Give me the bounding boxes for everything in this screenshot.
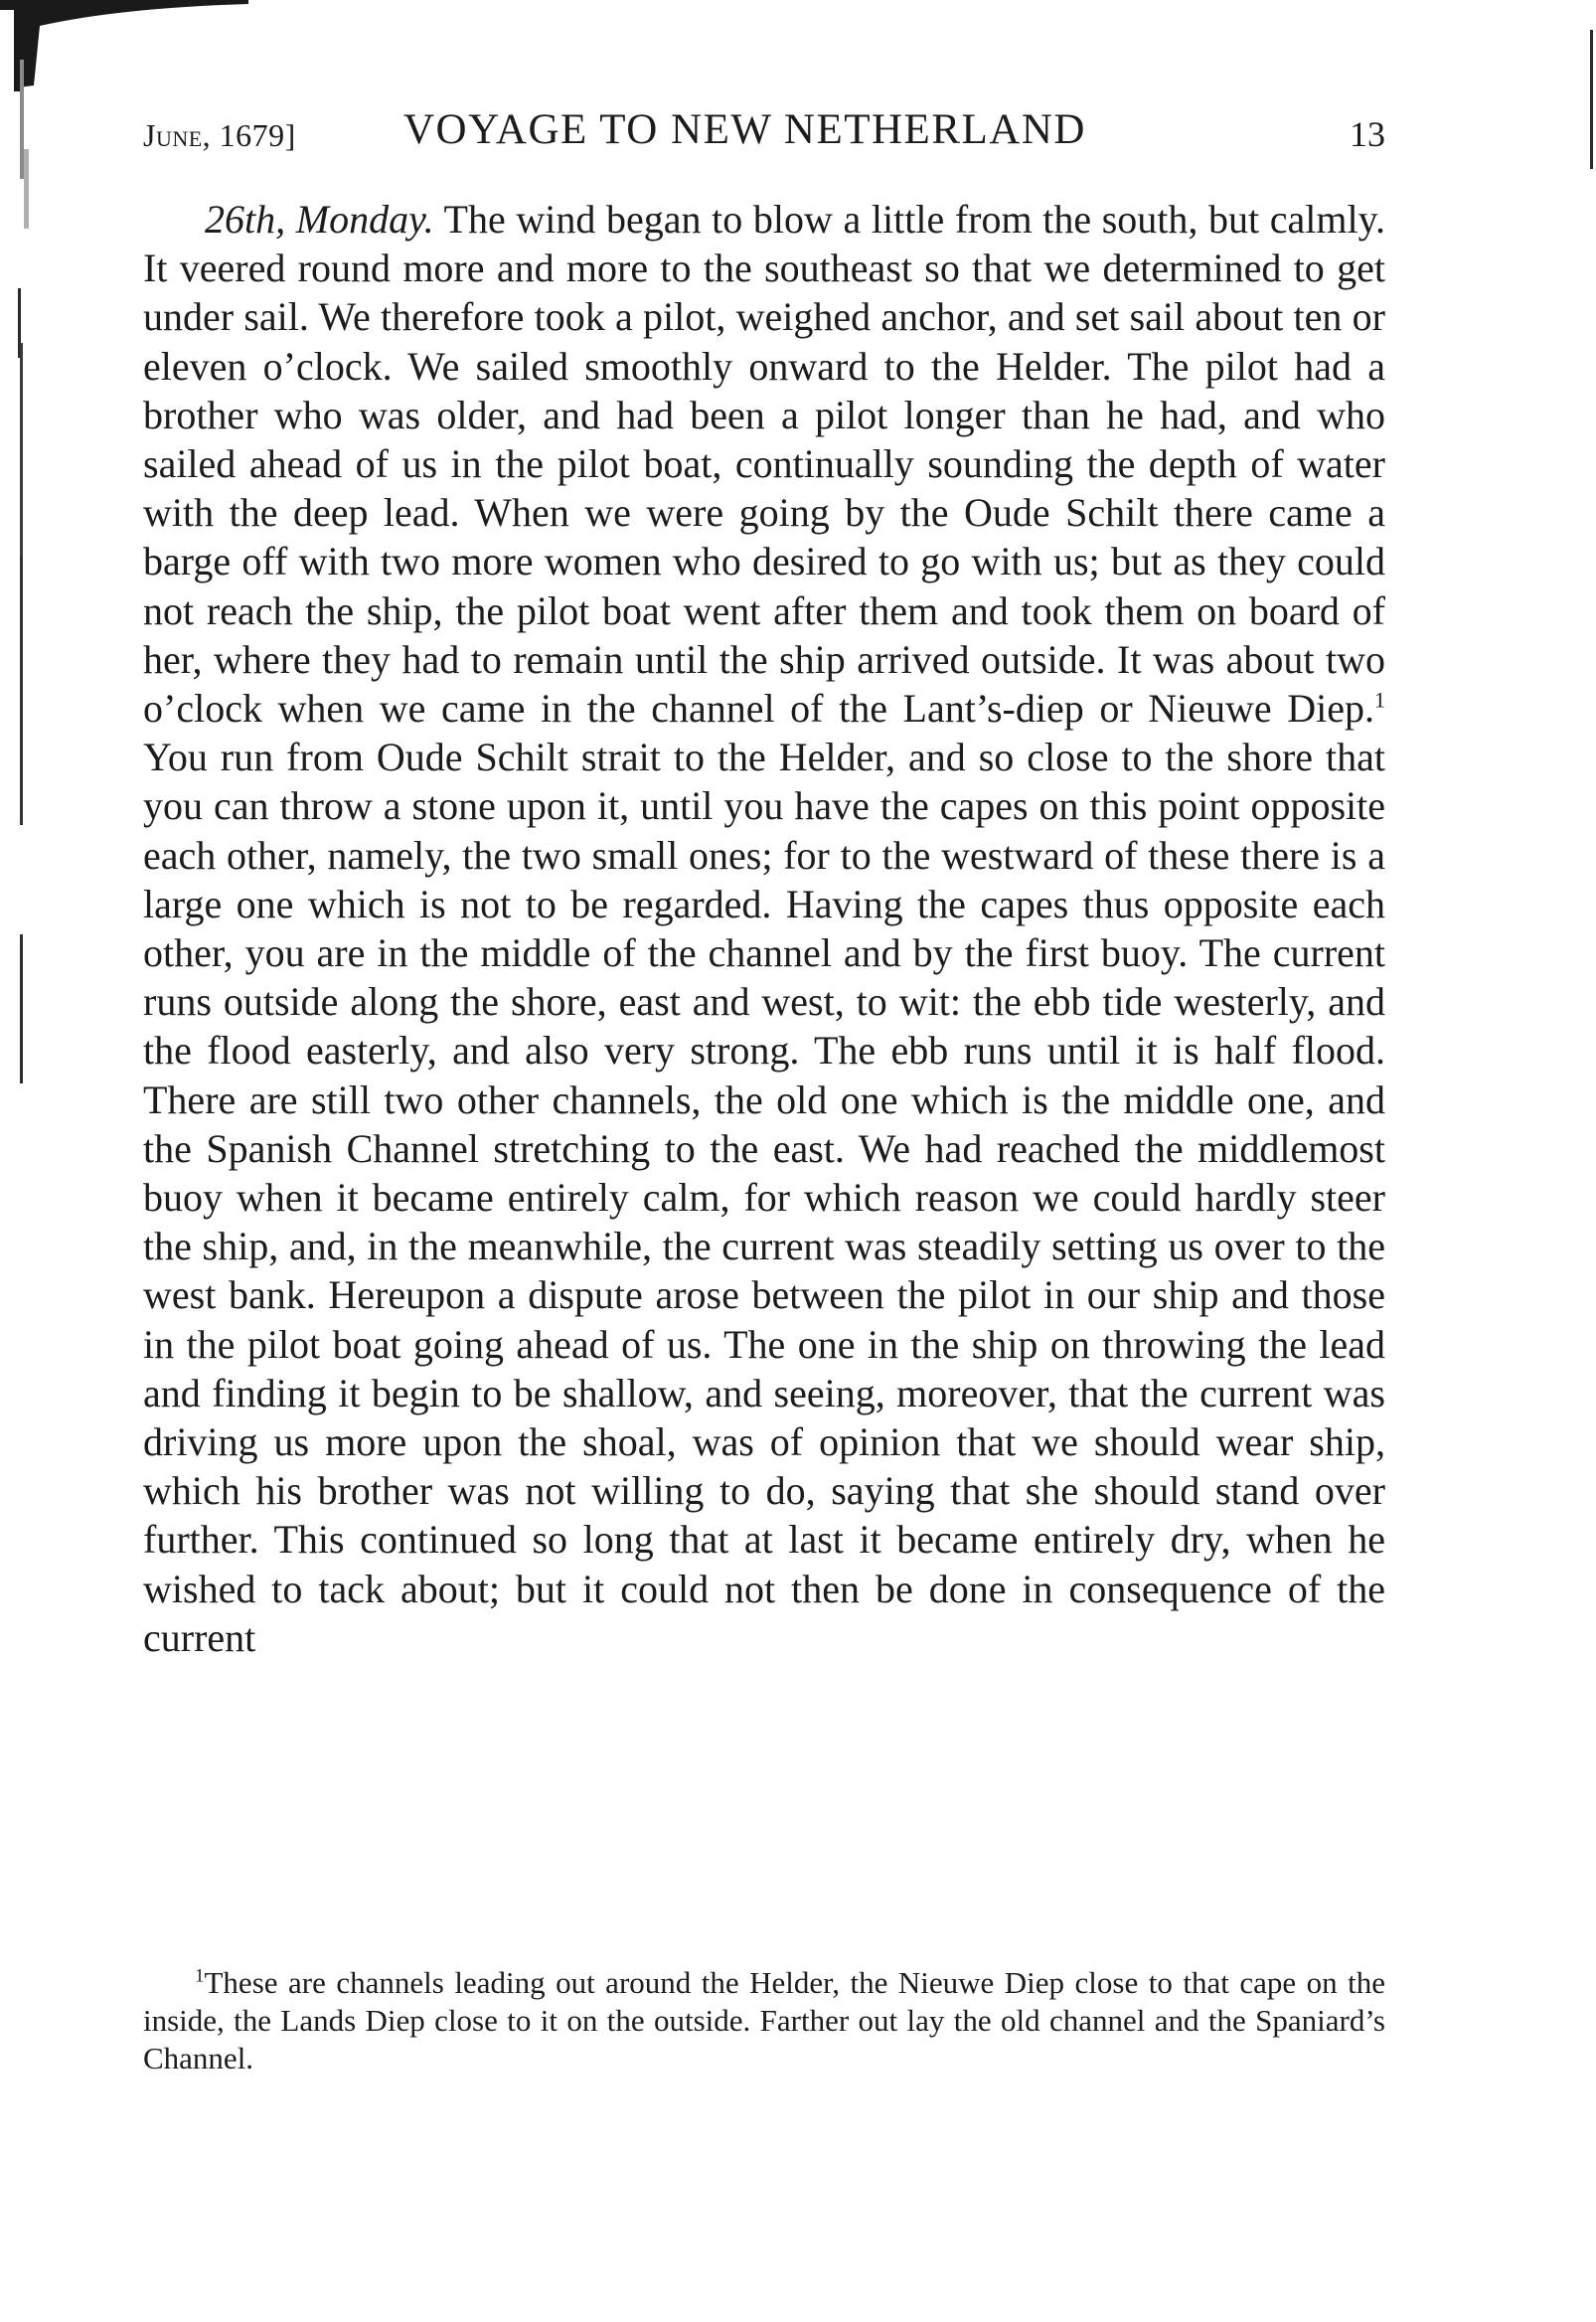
running-header-date (143, 117, 296, 154)
footnote-text: These are channels leading out around the Helder, the Nieuwe Diep close to that cape on the inside, the Lands Diep close to it on the outside. Farther out lay the old channel and the Spaniard’s Channel. (143, 1965, 1385, 2075)
running-header-month: June (143, 117, 203, 153)
footnote-reference: 1 (1374, 687, 1385, 713)
running-header-title: VOYAGE TO NEW NETHERLAND (403, 106, 1086, 153)
running-header-year: , 1679] (202, 117, 296, 153)
scan-left-edge (0, 0, 60, 1193)
footnote (143, 1964, 1385, 2077)
body-paragraph (143, 195, 1385, 1662)
entry-dateline: 26th, Monday. (205, 197, 434, 242)
page-number: 13 (1350, 114, 1385, 154)
scan-right-edge (1584, 30, 1596, 169)
body-text-part-2: You run from Oude Schilt strait to the Helder, and so close to the shore that you can throw a stone upon it, until you have the capes on this point opposite each other, namely, the two small ones; for to the westward of these there is a large one which is not to be regarded. Having the capes thus opposite each other, you are in the middle of the channel and by the first buoy. The current runs outside along the shore, east and west, to wit: the ebb tide westerly, and the flood easterly, and also very strong. The ebb runs until it is half flood. There are still two other channels, the old one which is the middle one, and the Spanish Channel stretching to the east. We had reached the middlemost buoy when it became entirely calm, for which reason we could hardly steer the ship, and, in the meanwhile, the current was steadily setting us over to the west bank. Hereupon a dispute arose between the pilot in our ship and those in the pilot boat going ahead of us. The one in the ship on throwing the lead and finding it begin to be shallow, and seeing, moreover, that the current was driving us more upon the shoal, was of opinion that we should wear ship, which his brother was not willing to do, saying that she should stand over further. This continued so long that at last it became entirely dry, when he wished to tack about; but it could not then be done in consequence of the current (143, 735, 1385, 1660)
body-text-part-1: The wind began to blow a little from the south, but calmly. It veered round more and more to the southeast so that we determined to get under sail. We therefore took a pilot, weighed anchor, and set sail about ten or eleven o’clock. We sailed smoothly onward to the Helder. The pilot had a brother who was older, and had been a pilot longer than he had, and who sailed ahead of us in the pilot boat, continually sounding the depth of water with the deep lead. When we were going by the Oude Schilt there came a barge off with two more women who desired to go with us; but as they could not reach the ship, the pilot boat went after them and took them on board of her, where they had to remain until the ship arrived outside. It was about two o’clock when we came in the channel of the Lant’s-diep or Nieuwe Diep. (143, 197, 1386, 732)
running-header (143, 105, 1385, 165)
footnote-marker: 1 (195, 1965, 205, 1987)
